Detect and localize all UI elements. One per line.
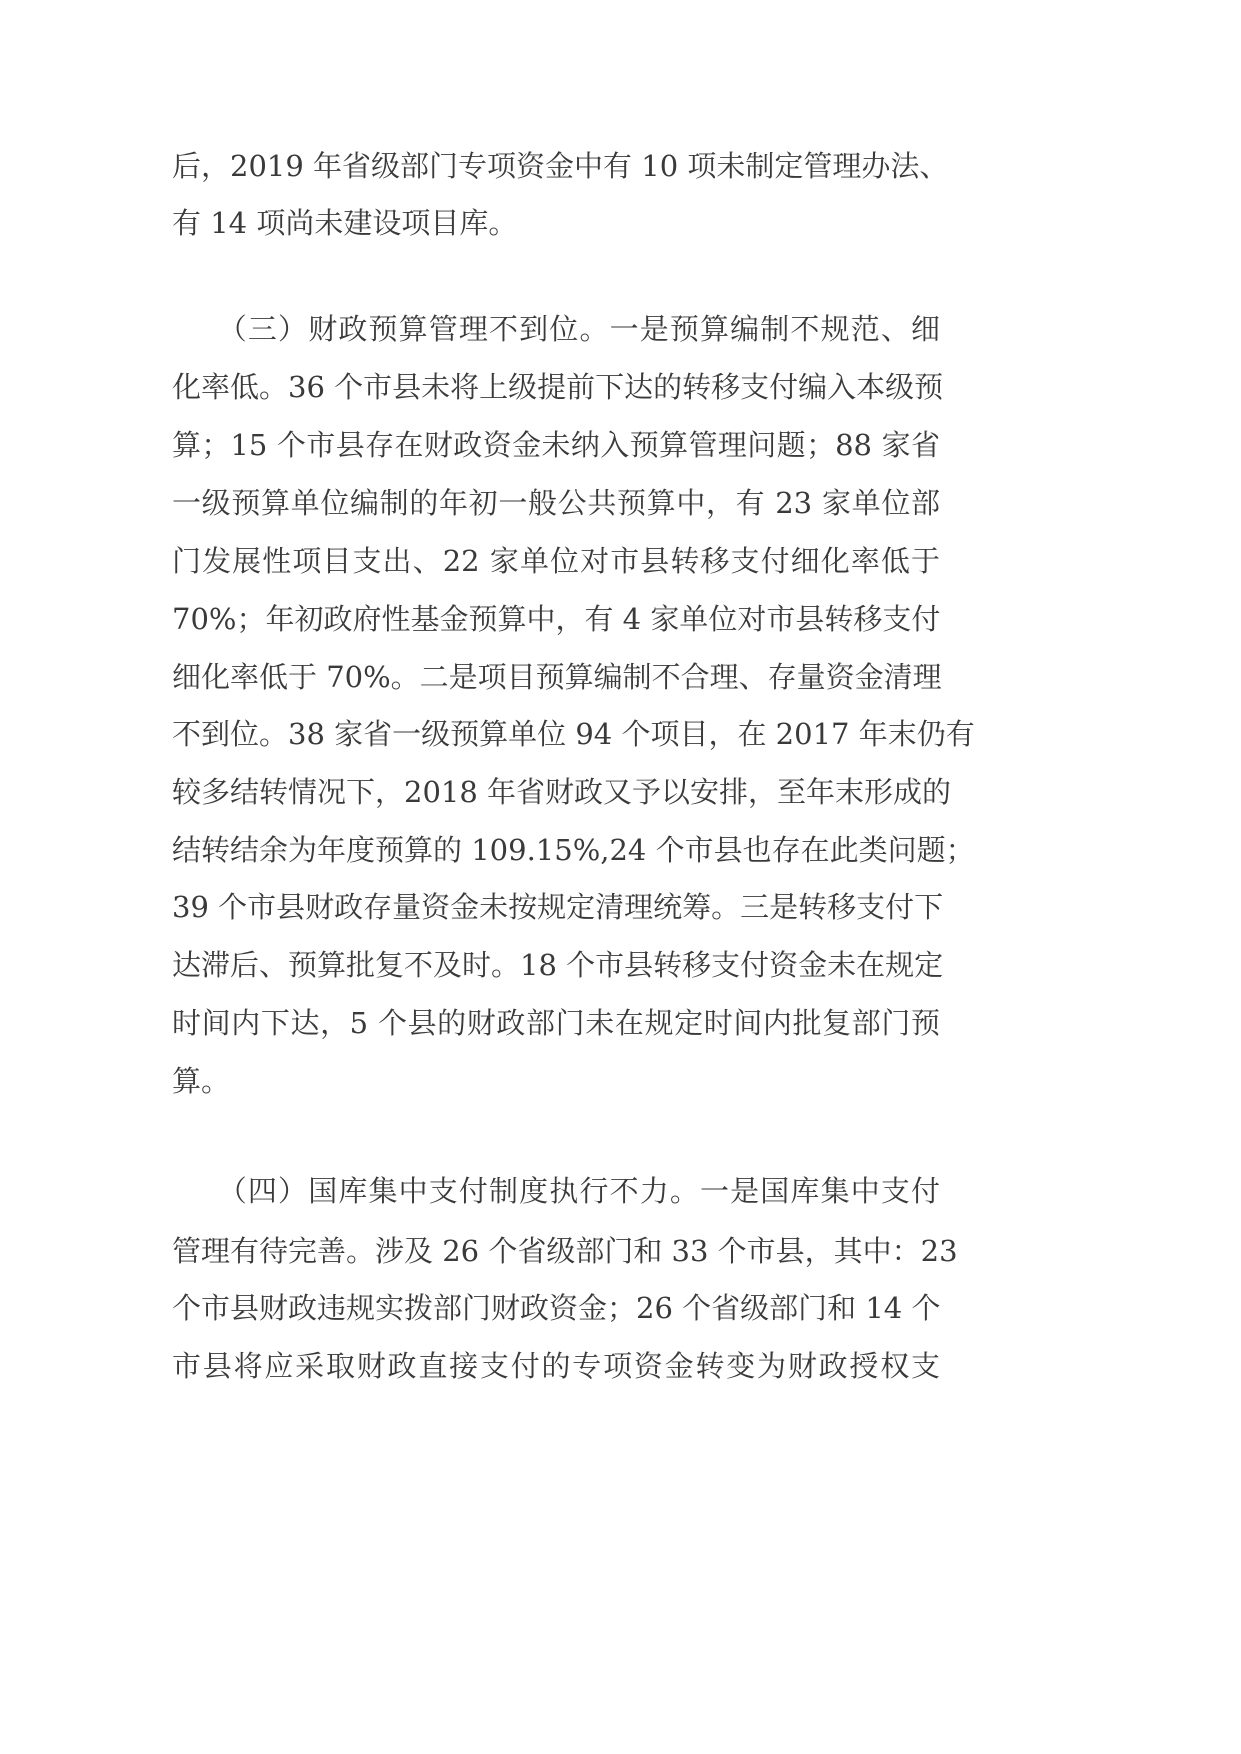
text-line: （三）财政预算管理不到位。一是预算编制不规范、细 [172,312,940,346]
text-line: 有 14 项尚未建设项目库。 [172,206,518,240]
text-line: 较多结转情况下，2018 年省财政又予以安排，至年末形成的 [172,775,952,809]
text-line: 管理有待完善。涉及 26 个省级部门和 33 个市县，其中：23 [172,1234,958,1268]
text-line: 后，2019 年省级部门专项资金中有 10 项未制定管理办法、 [172,149,949,183]
text-line: 算；15 个市县存在财政资金未纳入预算管理问题；88 家省 [172,428,940,462]
text-line: 算。 [172,1064,231,1098]
text-line: （四）国库集中支付制度执行不力。一是国库集中支付 [172,1174,940,1208]
text-line: 39 个市县财政存量资金未按规定清理统筹。三是转移支付下 [172,890,944,924]
text-line: 市县将应采取财政直接支付的专项资金转变为财政授权支 [172,1349,940,1383]
text-line: 结转结余为年度预算的 109.15%,24 个市县也存在此类问题； [172,833,975,867]
text-line: 达滞后、预算批复不及时。18 个市县转移支付资金未在规定 [172,948,944,982]
text-line: 化率低。36 个市县未将上级提前下达的转移支付编入本级预 [172,370,944,404]
text-line: 70%；年初政府性基金预算中，有 4 家单位对市县转移支付 [172,602,941,636]
text-line: 门发展性项目支出、22 家单位对市县转移支付细化率低于 [172,544,940,578]
text-line: 一级预算单位编制的年初一般公共预算中，有 23 家单位部 [172,486,940,520]
text-line: 时间内下达，5 个县的财政部门未在规定时间内批复部门预 [172,1006,940,1040]
text-line: 个市县财政违规实拨部门财政资金；26 个省级部门和 14 个 [172,1291,941,1325]
text-line: 不到位。38 家省一级预算单位 94 个项目，在 2017 年末仍有 [172,717,975,751]
text-line: 细化率低于 70%。二是项目预算编制不合理、存量资金清理 [172,660,942,694]
